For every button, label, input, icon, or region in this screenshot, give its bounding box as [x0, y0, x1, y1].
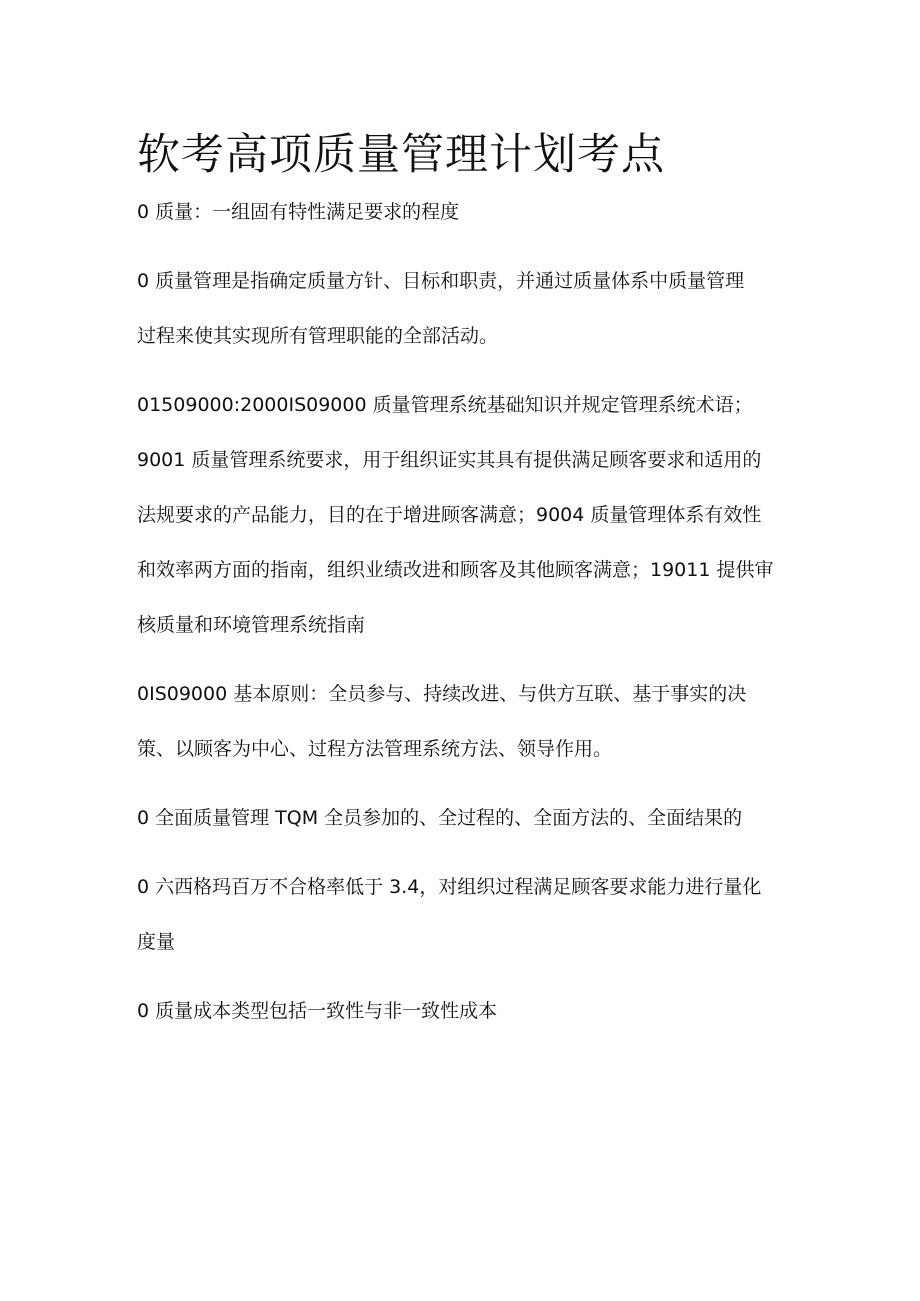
paragraph-line: 0IS09000 基本原则：全员参与、持续改进、与供方互联、基于事实的决 [137, 683, 747, 705]
document-title: 软考高项质量管理计划考点 [137, 130, 665, 180]
paragraph-line: 和效率两方面的指南，组织业绩改进和顾客及其他顾客满意；19011 提供审 [137, 559, 774, 581]
paragraph-line: 策、以顾客为中心、过程方法管理系统方法、领导作用。 [137, 738, 613, 760]
paragraph-six-sigma [137, 872, 792, 958]
paragraph-line: 0 质量管理是指确定质量方针、目标和职责，并通过质量体系中质量管理 [137, 270, 745, 292]
paragraph-line: 0 质量：一组固有特性满足要求的程度 [137, 201, 460, 223]
paragraph-line: 核质量和环境管理系统指南 [137, 614, 366, 636]
paragraph-line: 0 质量成本类型包括一致性与非一致性成本 [137, 1000, 498, 1022]
paragraph-quality-definition [137, 197, 792, 228]
paragraph-iso-principles [137, 679, 792, 765]
paragraph-line: 0 六西格玛百万不合格率低于 3.4，对组织过程满足顾客要求能力进行量化 [137, 876, 762, 898]
paragraph-line: 度量 [137, 931, 176, 953]
paragraph-line: 0 全面质量管理 TQM 全员参加的、全过程的、全面方法的、全面结果的 [137, 807, 743, 829]
document-body [137, 197, 792, 1027]
paragraph-iso-standards [137, 390, 792, 641]
paragraph-line: 过程来使其实现所有管理职能的全部活动。 [137, 325, 499, 347]
paragraph-line: 9001 质量管理系统要求，用于组织证实其具有提供满足顾客要求和适用的 [137, 449, 762, 471]
paragraph-cost-of-quality [137, 996, 792, 1027]
paragraph-tqm [137, 803, 792, 834]
paragraph-line: 01509000:2000IS09000 质量管理系统基础知识并规定管理系统术语； [137, 394, 753, 416]
paragraph-line: 法规要求的产品能力，目的在于增进顾客满意；9004 质量管理体系有效性 [137, 504, 762, 526]
paragraph-quality-management [137, 266, 792, 352]
